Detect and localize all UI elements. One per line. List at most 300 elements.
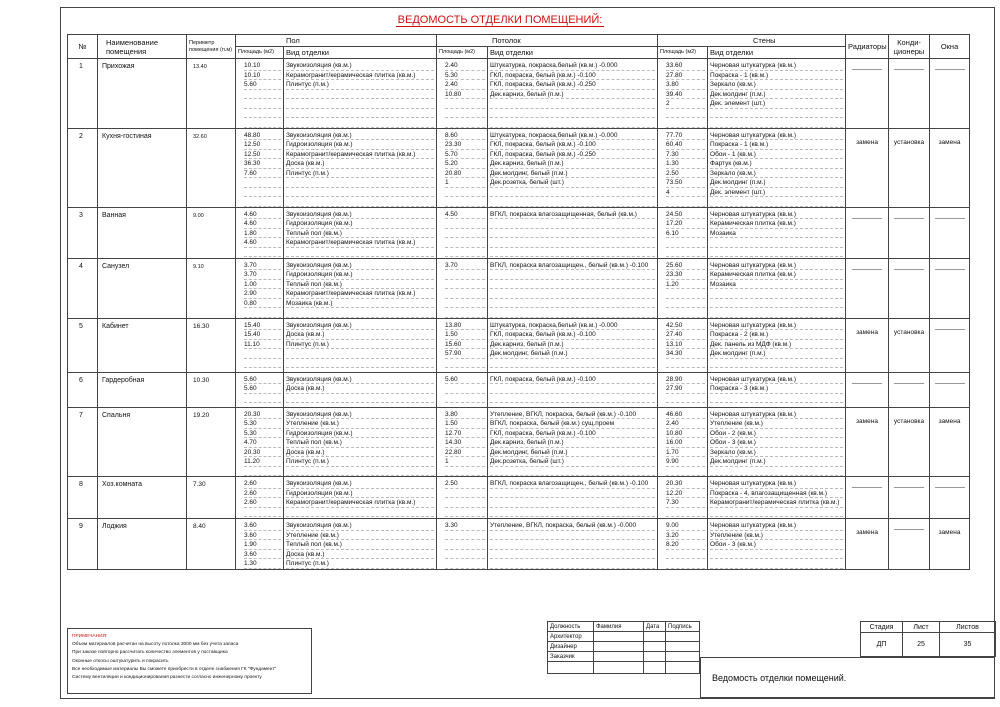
- walls-area-value: 60.40: [666, 140, 705, 150]
- floor-finish-item: Звукоизоляция (кв.м.): [286, 321, 434, 331]
- empty-line: [490, 489, 655, 499]
- header-ceiling-finish: Вид отделки: [488, 47, 658, 59]
- empty-line: [490, 531, 655, 541]
- ceiling-finish-item: Дек.карниз, белый (п.м.): [490, 90, 655, 100]
- walls-area-value: 9.90: [666, 457, 705, 467]
- empty-line: [445, 280, 485, 290]
- empty-line: [445, 270, 485, 280]
- floor-areas: [236, 207, 284, 258]
- empty-line: [490, 559, 655, 569]
- walls-area-value: 2: [666, 99, 705, 109]
- ac-cell: [889, 407, 930, 477]
- walls-finish-item: Черновая штукатурка (кв.м.): [710, 410, 843, 420]
- room-perimeter: 8.40: [187, 519, 236, 570]
- floor-finish-item: Мозаика (кв.м.): [286, 299, 434, 309]
- blank-line: [852, 218, 882, 219]
- blank-line: [852, 383, 882, 384]
- stage-label: Стадия: [861, 622, 903, 633]
- walls-finish-item: Дек. элемент (шт.): [710, 99, 843, 109]
- walls-area-value: 16.00: [666, 438, 705, 448]
- ceiling-finish-item: Штукатурка, покраска,белый (кв.м.) -0.000: [490, 131, 655, 141]
- radiators-cell: [846, 59, 889, 129]
- walls-finishes: [708, 258, 846, 318]
- room-number: 8: [68, 477, 98, 519]
- walls-finish-item: Черновая штукатурка (кв.м.): [710, 131, 843, 141]
- walls-finish-item: Дек.молдинг (п.м.): [710, 90, 843, 100]
- walls-area-value: 27.40: [666, 330, 705, 340]
- empty-line: [445, 498, 485, 508]
- header-ac: Конди- ционеры: [889, 35, 930, 59]
- walls-area-value: 39.40: [666, 90, 705, 100]
- walls-finish-item: Мозаика: [710, 229, 843, 239]
- empty-line: [244, 109, 281, 119]
- sheet-label: Лист: [903, 622, 940, 633]
- empty-line: [286, 508, 434, 518]
- floor-finish-item: Звукоизоляция (кв.м.): [286, 61, 434, 71]
- empty-line: [666, 289, 705, 299]
- empty-line: [710, 109, 843, 119]
- walls-area-value: 12.20: [666, 489, 705, 499]
- blank-line: [935, 218, 965, 219]
- room-row: [68, 477, 970, 519]
- walls-finish-item: Мозаика: [710, 280, 843, 290]
- floor-finish-item: Доска (кв.м.): [286, 550, 434, 560]
- empty-line: [710, 289, 843, 299]
- floor-area-value: 11.20: [244, 457, 281, 467]
- floor-areas: [236, 477, 284, 519]
- empty-line: [666, 559, 705, 569]
- floor-area-value: 48.80: [244, 131, 281, 141]
- radiators-cell: [846, 407, 889, 477]
- radiators-cell: [846, 372, 889, 407]
- floor-finish-item: Плинтус (п.м.): [286, 340, 434, 350]
- blank-line: [935, 69, 965, 70]
- windows-cell: [930, 318, 970, 372]
- stamp-role-architect: Архитектор: [548, 632, 594, 642]
- floor-finish-item: Звукоизоляция (кв.м.): [286, 210, 434, 220]
- empty-line: [666, 197, 705, 207]
- ceiling-finish-item: Штукатурка, покраска,белый (кв.м.) -0.000: [490, 321, 655, 331]
- walls-finish-item: Черновая штукатурка (кв.м.): [710, 479, 843, 489]
- empty-line: [244, 349, 281, 359]
- empty-line: [490, 550, 655, 560]
- windows-cell: [930, 372, 970, 407]
- stamp-surname-label: Фамилия: [594, 622, 644, 632]
- room-number: 6: [68, 372, 98, 407]
- ceiling-finish-item: ГКЛ, покраска, белый (кв.м.) -0.100: [490, 375, 655, 385]
- floor-area-value: 4.60: [244, 219, 281, 229]
- blank-line: [935, 383, 965, 384]
- empty-line: [490, 109, 655, 119]
- floor-finishes: [284, 258, 437, 318]
- empty-line: [286, 349, 434, 359]
- floor-finish-item: Керамогранит/керамическая плитка (кв.м.): [286, 71, 434, 81]
- empty-line: [445, 188, 485, 198]
- empty-line: [286, 90, 434, 100]
- blank-line: [894, 529, 924, 530]
- ceiling-finish-item: ГКЛ, покраска, белый (кв.м.) -0.100: [490, 140, 655, 150]
- walls-finish-item: Дек.молдинг (п.м.): [710, 349, 843, 359]
- room-row: [68, 258, 970, 318]
- ac-cell: [889, 128, 930, 207]
- ceiling-areas: [437, 318, 488, 372]
- floor-finish-item: Звукоизоляция (кв.м.): [286, 479, 434, 489]
- empty-line: [710, 238, 843, 248]
- floor-area-value: 20.30: [244, 448, 281, 458]
- header-num: №: [68, 35, 98, 59]
- empty-line: [445, 99, 485, 109]
- walls-finish-item: Утепление (кв.м.): [710, 419, 843, 429]
- empty-line: [244, 90, 281, 100]
- room-perimeter: 9.00: [187, 207, 236, 258]
- empty-line: [666, 550, 705, 560]
- room-row: [68, 207, 970, 258]
- empty-line: [445, 489, 485, 499]
- ceiling-area-value: 57.90: [445, 349, 485, 359]
- empty-line: [445, 197, 485, 207]
- floor-finish-item: Доска (кв.м.): [286, 330, 434, 340]
- floor-finishes: [284, 407, 437, 477]
- walls-finishes: [708, 407, 846, 477]
- ceiling-areas: [437, 207, 488, 258]
- floor-finish-item: Гидроизоляция (кв.м.): [286, 270, 434, 280]
- empty-line: [286, 109, 434, 119]
- floor-finish-item: Керамогранит/керамическая плитка (кв.м.): [286, 498, 434, 508]
- ceiling-areas: [437, 519, 488, 570]
- ac-value: установка: [893, 138, 925, 146]
- empty-line: [244, 178, 281, 188]
- ceiling-area-value: 1: [445, 457, 485, 467]
- empty-line: [666, 308, 705, 318]
- empty-line: [490, 197, 655, 207]
- windows-cell: [930, 258, 970, 318]
- radiators-value: замена: [856, 529, 878, 536]
- ceiling-areas: [437, 59, 488, 129]
- blank-line: [852, 69, 882, 70]
- empty-line: [666, 508, 705, 518]
- walls-finishes: [708, 477, 846, 519]
- empty-line: [490, 394, 655, 404]
- empty-line: [710, 308, 843, 318]
- walls-finish-item: Керамическая плитка (кв.м.): [710, 219, 843, 229]
- empty-line: [490, 188, 655, 198]
- windows-cell: [930, 128, 970, 207]
- empty-line: [490, 359, 655, 369]
- radiators-cell: [846, 207, 889, 258]
- floor-finish-item: Плинтус (п.м.): [286, 457, 434, 467]
- header-walls-finish: Вид отделки: [708, 47, 846, 59]
- room-perimeter: 13.40: [187, 59, 236, 129]
- empty-line: [445, 289, 485, 299]
- walls-area-value: 8.20: [666, 540, 705, 550]
- ceiling-finish-item: Дек.розетка, белый (шт.): [490, 457, 655, 467]
- note-item: Оконные откосы оштукатурить и покрасить: [72, 658, 169, 664]
- ac-cell: [889, 207, 930, 258]
- walls-finish-item: Дек. панель из МДФ (кв.м.): [710, 340, 843, 350]
- title-block-sheet-info: [860, 621, 996, 657]
- ceiling-finish-item: Утепление, ВГКЛ, покраска, белый (кв.м.) -0.100: [490, 410, 655, 420]
- empty-line: [490, 498, 655, 508]
- ceiling-finish-item: Дек.молдинг, белый (п.м.): [490, 448, 655, 458]
- ceiling-area-value: 5.60: [445, 375, 485, 385]
- ceiling-finish-item: Дек.карниз, белый (п.м.): [490, 438, 655, 448]
- stage-value: ДП: [861, 633, 903, 657]
- floor-area-value: 3.60: [244, 521, 281, 531]
- walls-finishes: [708, 519, 846, 570]
- walls-finish-item: Покраска - 1 (кв.м.): [710, 140, 843, 150]
- ceiling-area-value: 2.40: [445, 80, 485, 90]
- header-floor-finish: Вид отделки: [284, 47, 437, 59]
- header-walls: Стены: [658, 35, 846, 47]
- header-perimeter: Периметр помещения (п.м): [187, 35, 236, 59]
- blank-line: [852, 269, 882, 270]
- walls-finish-item: Черновая штукатурка (кв.м.): [710, 261, 843, 271]
- walls-finish-item: Дек. элемент (шт.): [710, 188, 843, 198]
- ceiling-area-value: 5.70: [445, 150, 485, 160]
- stamp-position-label: Должность: [548, 622, 594, 632]
- empty-line: [445, 118, 485, 128]
- floor-finish-item: Гидроизоляция (кв.м.): [286, 429, 434, 439]
- floor-finish-item: Звукоизоляция (кв.м.): [286, 261, 434, 271]
- floor-area-value: 2.90: [244, 289, 281, 299]
- sheets-label: Листов: [940, 622, 996, 633]
- empty-line: [244, 394, 281, 404]
- empty-line: [445, 299, 485, 309]
- room-perimeter: 9.10: [187, 258, 236, 318]
- floor-finish-item: Звукоизоляция (кв.м.): [286, 521, 434, 531]
- floor-area-value: 5.60: [244, 375, 281, 385]
- walls-area-value: 46.60: [666, 410, 705, 420]
- windows-value: замена: [938, 417, 961, 425]
- ceiling-finishes: [488, 258, 658, 318]
- note-item: Все необходимые материалы Вы сможете приобрести в отделе снабжения ГК "Фундамент": [72, 666, 277, 672]
- floor-finish-item: Керамогранит/керамическая плитка (кв.м.): [286, 238, 434, 248]
- ceiling-area-value: 15.60: [445, 340, 485, 350]
- note-item: Объем материалов расчитан на высоту потолка 3000 мм без учета запаса: [72, 642, 239, 648]
- empty-line: [666, 467, 705, 477]
- radiators-value: замена: [856, 417, 878, 425]
- ceiling-area-value: 22.80: [445, 448, 485, 458]
- walls-area-value: 17.20: [666, 219, 705, 229]
- walls-areas: [658, 258, 708, 318]
- room-name: Санузел: [98, 258, 187, 318]
- walls-area-value: 2.50: [666, 169, 705, 179]
- floor-finish-item: Плинтус (п.м.): [286, 80, 434, 90]
- walls-areas: [658, 59, 708, 129]
- empty-line: [710, 559, 843, 569]
- empty-line: [666, 359, 705, 369]
- finishing-schedule-table: [67, 34, 970, 570]
- walls-area-value: 7.30: [666, 498, 705, 508]
- ceiling-areas: [437, 258, 488, 318]
- ceiling-area-value: 1.50: [445, 330, 485, 340]
- ceiling-area-value: 10.80: [445, 90, 485, 100]
- floor-finish-item: Теплый пол (кв.м.): [286, 280, 434, 290]
- floor-area-value: 5.60: [244, 80, 281, 90]
- ceiling-finish-item: Дек.молдинг, белый (п.м.): [490, 349, 655, 359]
- header-radiators: Радиаторы: [846, 35, 889, 59]
- empty-line: [244, 308, 281, 318]
- walls-area-value: 42.50: [666, 321, 705, 331]
- blank-line: [935, 487, 965, 488]
- title-block-signatures: [547, 621, 700, 674]
- ac-cell: [889, 477, 930, 519]
- floor-area-value: 0.80: [244, 299, 281, 309]
- empty-line: [286, 308, 434, 318]
- empty-line: [244, 248, 281, 258]
- floor-finish-item: Керамогранит/керамическая плитка (кв.м.): [286, 289, 434, 299]
- walls-finish-item: Покраска - 4, влагозащищенная (кв.м.): [710, 489, 843, 499]
- floor-finishes: [284, 207, 437, 258]
- empty-line: [445, 308, 485, 318]
- walls-area-value: 33.60: [666, 61, 705, 71]
- ceiling-finish-item: ВГКЛ, покраска влагозащищен., белый (кв.м.) -0.100: [490, 261, 655, 271]
- walls-area-value: 34.30: [666, 349, 705, 359]
- empty-line: [490, 270, 655, 280]
- ceiling-finish-item: ГКЛ, покраска, белый (кв.м.) -0.250: [490, 150, 655, 160]
- walls-finish-item: Черновая штукатурка (кв.м.): [710, 61, 843, 71]
- floor-areas: [236, 407, 284, 477]
- floor-areas: [236, 59, 284, 129]
- floor-area-value: 10.10: [244, 71, 281, 81]
- windows-cell: [930, 59, 970, 129]
- walls-finish-item: Покраска - 1 (кв.м.): [710, 71, 843, 81]
- room-number: 1: [68, 59, 98, 129]
- empty-line: [445, 508, 485, 518]
- walls-areas: [658, 407, 708, 477]
- walls-areas: [658, 477, 708, 519]
- ceiling-finish-item: ВГКЛ, покраска, белый (кв.м.) сущ.проем: [490, 419, 655, 429]
- floor-finishes: [284, 477, 437, 519]
- walls-area-value: 24.50: [666, 210, 705, 220]
- walls-areas: [658, 372, 708, 407]
- ceiling-areas: [437, 372, 488, 407]
- empty-line: [490, 219, 655, 229]
- ceiling-areas: [437, 407, 488, 477]
- ceiling-area-value: 23.30: [445, 140, 485, 150]
- header-windows: Окна: [930, 35, 970, 59]
- room-perimeter: 19.20: [187, 407, 236, 477]
- empty-line: [490, 384, 655, 394]
- walls-finishes: [708, 372, 846, 407]
- ceiling-area-value: 2.50: [445, 479, 485, 489]
- ceiling-area-value: 3.70: [445, 261, 485, 271]
- walls-finishes: [708, 59, 846, 129]
- floor-finish-item: Гидроизоляция (кв.м.): [286, 489, 434, 499]
- walls-finish-item: Дек.молдинг (п.м.): [710, 178, 843, 188]
- stamp-role-designer: Дизайнер: [548, 642, 594, 652]
- header-floor-area: Площадь (м2): [236, 47, 284, 59]
- walls-finish-item: Зеркало (кв.м.): [710, 80, 843, 90]
- empty-line: [490, 540, 655, 550]
- floor-area-value: 1.90: [244, 540, 281, 550]
- empty-line: [445, 394, 485, 404]
- floor-area-value: 15.40: [244, 330, 281, 340]
- walls-area-value: 73.50: [666, 178, 705, 188]
- ceiling-finish-item: ВГКЛ, покраска влагозащищен., белый (кв.м.) -0.100: [490, 479, 655, 489]
- walls-finish-item: Обои - 2 (кв.м.): [710, 429, 843, 439]
- floor-area-value: 1.00: [244, 280, 281, 290]
- schedule-title: [0, 14, 1000, 26]
- floor-finish-item: Утепление (кв.м.): [286, 531, 434, 541]
- floor-finish-item: Керамогранит/керамическая плитка (кв.м.): [286, 150, 434, 160]
- empty-line: [710, 299, 843, 309]
- walls-finish-item: Покраска - 2 (кв.м.): [710, 330, 843, 340]
- ceiling-area-value: 12.70: [445, 429, 485, 439]
- ceiling-finish-item: Дек.карниз, белый (п.м.): [490, 340, 655, 350]
- walls-area-value: 7.30: [666, 150, 705, 160]
- ceiling-area-value: 1.50: [445, 419, 485, 429]
- floor-area-value: 3.70: [244, 261, 281, 271]
- empty-line: [445, 559, 485, 569]
- blank-line: [894, 487, 924, 488]
- empty-line: [445, 248, 485, 258]
- ceiling-finish-item: Утепление, ВГКЛ, покраска, белый (кв.м.) -0.000: [490, 521, 655, 531]
- ceiling-area-value: 4.50: [445, 210, 485, 220]
- floor-area-value: 3.60: [244, 531, 281, 541]
- empty-line: [710, 508, 843, 518]
- empty-line: [490, 280, 655, 290]
- ceiling-finish-item: ВГКЛ, покраска влагозащищенная, белый (кв.м.): [490, 210, 655, 220]
- room-perimeter: 7.30: [187, 477, 236, 519]
- walls-finish-item: Черновая штукатурка (кв.м.): [710, 210, 843, 220]
- floor-areas: [236, 519, 284, 570]
- ceiling-finishes: [488, 318, 658, 372]
- ceiling-area-value: 5.20: [445, 159, 485, 169]
- radiators-cell: [846, 128, 889, 207]
- radiators-value: замена: [856, 138, 878, 146]
- floor-area-value: 2.60: [244, 489, 281, 499]
- ac-cell: [889, 318, 930, 372]
- title-text: ВЕДОМОСТЬ ОТДЕЛКИ ПОМЕЩЕНИЙ:: [397, 14, 603, 26]
- ceiling-finish-item: Дек.молдинг, белый (п.м.): [490, 169, 655, 179]
- header-walls-area: Площадь (м2): [658, 47, 708, 59]
- radiators-cell: [846, 258, 889, 318]
- room-name: Лоджия: [98, 519, 187, 570]
- ceiling-area-value: 1: [445, 178, 485, 188]
- empty-line: [490, 99, 655, 109]
- walls-areas: [658, 128, 708, 207]
- ceiling-area-value: 14.30: [445, 438, 485, 448]
- blank-line: [894, 69, 924, 70]
- blank-line: [894, 269, 924, 270]
- ac-value: установка: [893, 328, 925, 336]
- walls-finish-item: Керамогранит/керамическая плитка (кв.м.): [710, 498, 843, 508]
- walls-finish-item: Черновая штукатурка (кв.м.): [710, 375, 843, 385]
- header-ceiling: Потолок: [437, 35, 658, 47]
- floor-finish-item: Гидроизоляция (кв.м.): [286, 140, 434, 150]
- sheet-number: 25: [903, 633, 940, 657]
- room-number: 3: [68, 207, 98, 258]
- floor-finish-item: Доска (кв.м.): [286, 159, 434, 169]
- room-name: Кабинет: [98, 318, 187, 372]
- empty-line: [286, 248, 434, 258]
- ceiling-finish-item: ГКЛ, покраска, белый (кв.м.) -0.250: [490, 80, 655, 90]
- blank-line: [935, 269, 965, 270]
- radiators-value: замена: [856, 328, 878, 336]
- floor-finish-item: Плинтус (п.м.): [286, 559, 434, 569]
- ac-cell: [889, 372, 930, 407]
- floor-area-value: 1.30: [244, 559, 281, 569]
- room-perimeter: 32.60: [187, 128, 236, 207]
- walls-area-value: 3.20: [666, 531, 705, 541]
- walls-finishes: [708, 318, 846, 372]
- schedule-body: [68, 59, 970, 570]
- blank-line: [894, 383, 924, 384]
- blank-line: [935, 329, 965, 330]
- empty-line: [286, 188, 434, 198]
- room-row: [68, 372, 970, 407]
